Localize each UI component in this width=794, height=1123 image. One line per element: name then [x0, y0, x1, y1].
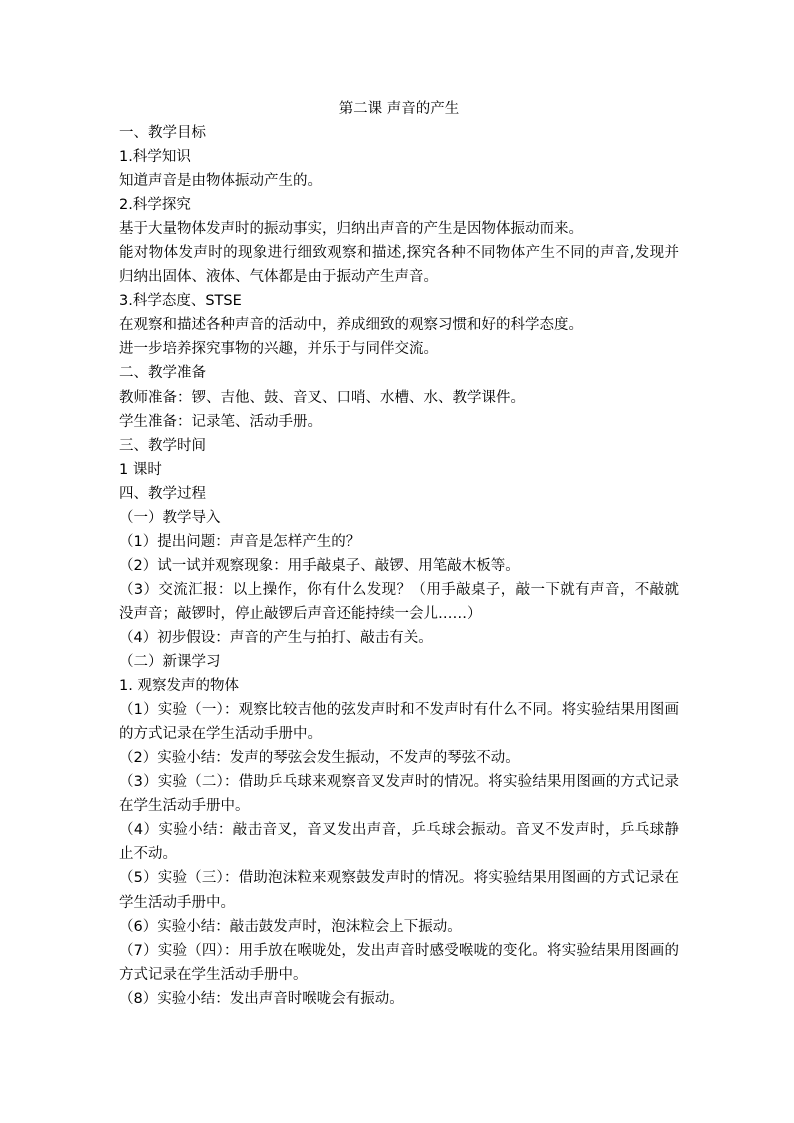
- subheading-observe-objects: 1. 观察发声的物体: [119, 678, 239, 695]
- list-item: （4）实验小结：敲击音叉，音叉发出声音，乒乓球会振动。音叉不发声时，乒乓球静止不动。: [119, 822, 679, 863]
- list-item: （2）试一试并观察现象：用手敲桌子、敲锣、用笔敲木板等。: [119, 557, 520, 574]
- lesson-title: 第二课 声音的产生: [338, 101, 460, 117]
- section-heading-preparation: 二、教学准备: [119, 365, 206, 382]
- list-item: （1）提出问题：声音是怎样产生的？: [119, 533, 361, 550]
- list-item: （4）初步假设：声音的产生与拍打、敲击有关。: [119, 629, 433, 646]
- paragraph: 1 课时: [119, 461, 162, 478]
- paragraph: 在观察和描述各种声音的活动中，养成细致的观察习惯和好的科学态度。: [119, 317, 583, 334]
- document-body: [119, 97, 679, 1011]
- paragraph: 能对物体发声时的现象进行细致观察和描述,探究各种不同物体产生不同的声音,发现并归纳出固体、液体、气体都是由于振动产生声音。: [119, 245, 679, 286]
- subheading-science-inquiry: 2.科学探究: [119, 197, 191, 214]
- list-item: （8）实验小结：发出声音时喉咙会有振动。: [119, 990, 404, 1007]
- list-item: （3）交流汇报：以上操作，你有什么发现？（用手敲桌子，敲一下就有声音，不敲就没声音；敲锣时，停止敲锣后声音还能持续一会儿……）: [119, 581, 679, 622]
- paragraph: 基于大量物体发声时的振动事实，归纳出声音的产生是因物体振动而来。: [119, 221, 583, 238]
- list-item: （5）实验（三）：借助泡沫粒来观察鼓发声时的情况。将实验结果用图画的方式记录在学生活动手册中。: [119, 870, 679, 911]
- subheading-introduction: （一）教学导入: [119, 509, 221, 526]
- section-heading-process: 四、教学过程: [119, 485, 206, 502]
- section-heading-objectives: 一、教学目标: [119, 125, 206, 141]
- paragraph: 学生准备：记录笔、活动手册。: [119, 413, 322, 430]
- list-item: （2）实验小结：发声的琴弦会发生振动，不发声的琴弦不动。: [119, 750, 520, 767]
- paragraph: 知道声音是由物体振动产生的。: [119, 173, 322, 190]
- list-item: （3）实验（二）：借助乒乓球来观察音叉发声时的情况。将实验结果用图画的方式记录在学生活动手册中。: [119, 774, 679, 815]
- list-item: （7）实验（四）：用手放在喉咙处，发出声音时感受喉咙的变化。将实验结果用图画的方式记录在学生活动手册中。: [119, 942, 679, 983]
- subheading-science-knowledge: 1.科学知识: [119, 149, 191, 166]
- subheading-science-attitude: 3.科学态度、STSE: [119, 293, 242, 310]
- paragraph: 进一步培养探究事物的兴趣，并乐于与同伴交流。: [119, 341, 438, 358]
- subheading-new-lesson: （二）新课学习: [119, 654, 221, 671]
- paragraph: 教师准备：锣、吉他、鼓、音叉、口哨、水槽、水、教学课件。: [119, 389, 525, 406]
- section-heading-time: 三、教学时间: [119, 437, 206, 454]
- list-item: （6）实验小结：敲击鼓发声时，泡沫粒会上下振动。: [119, 918, 462, 935]
- list-item: （1）实验（一）：观察比较吉他的弦发声时和不发声时有什么不同。将实验结果用图画的方式记录在学生活动手册中。: [119, 702, 679, 743]
